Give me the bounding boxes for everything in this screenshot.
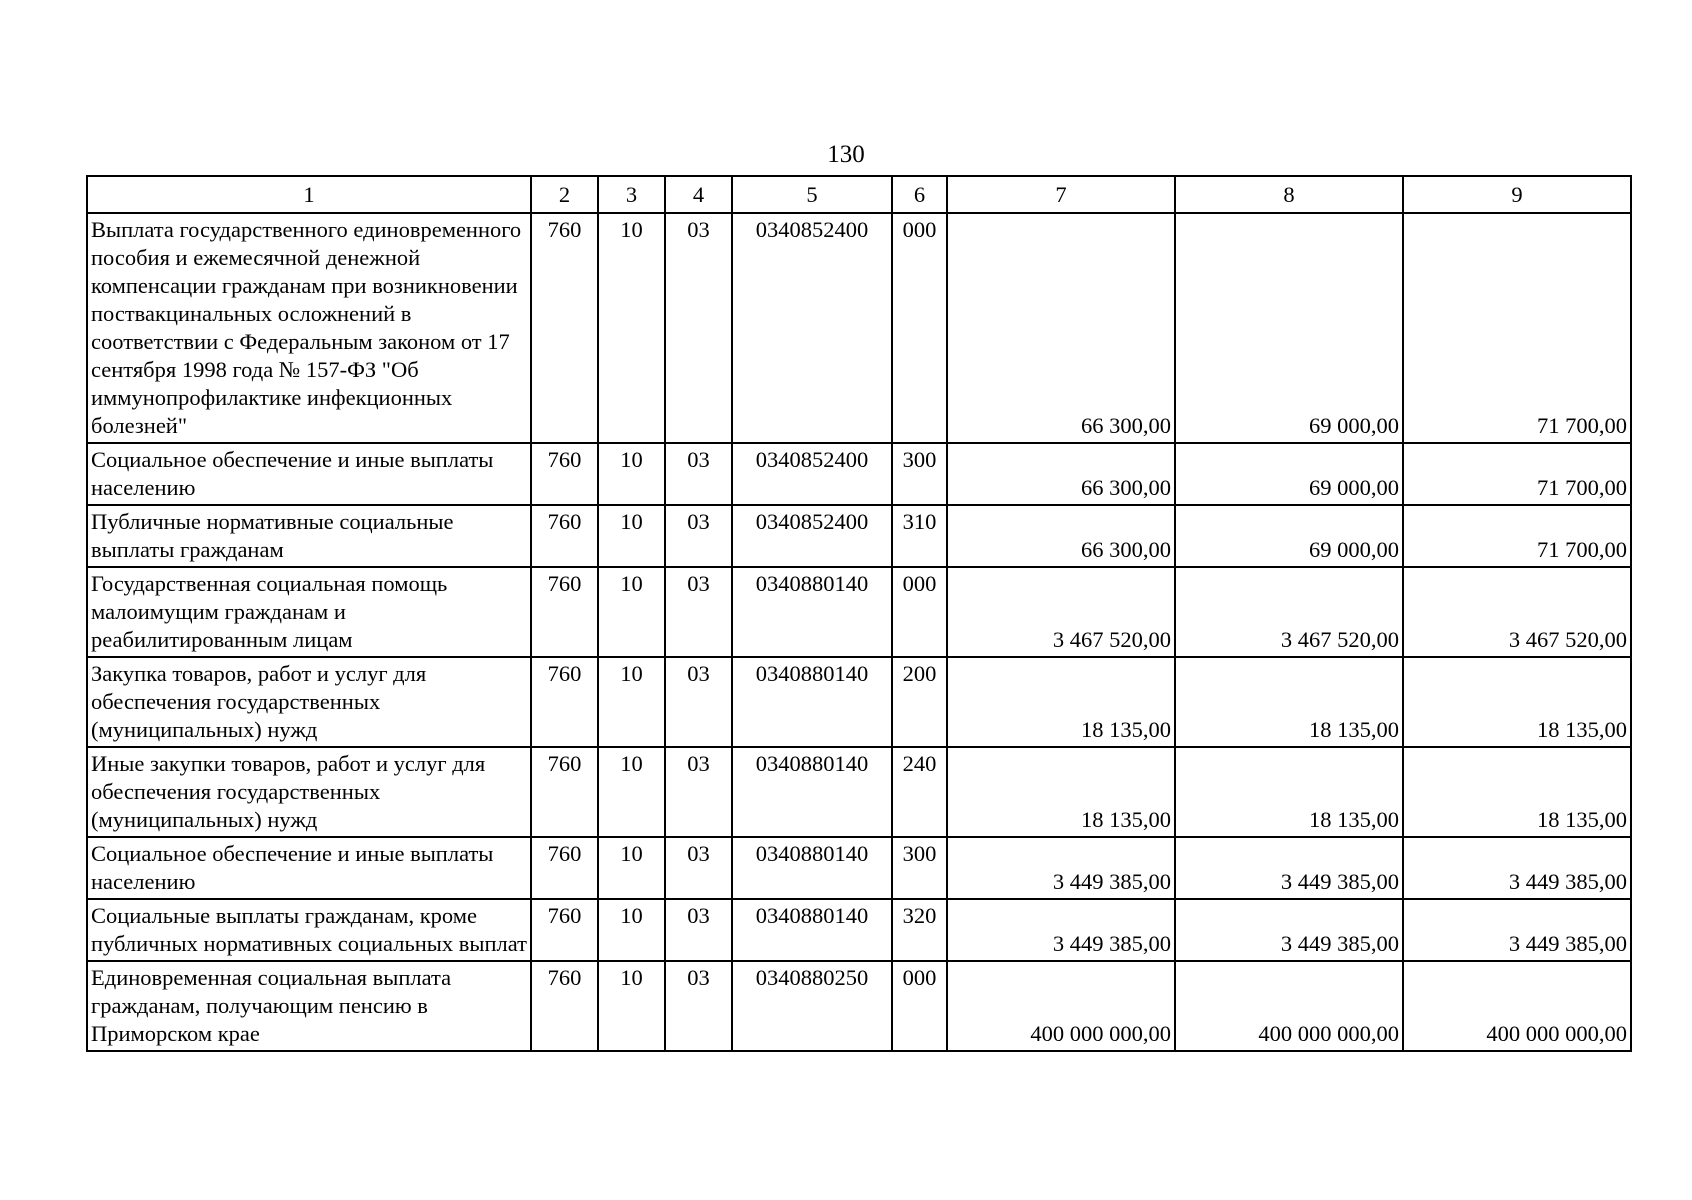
admin-code-cell: 760 <box>531 505 598 567</box>
target-article-cell: 0340880250 <box>732 961 892 1051</box>
amount-year3-cell: 18 135,00 <box>1403 747 1631 837</box>
amount-year2-cell: 18 135,00 <box>1175 657 1403 747</box>
table-row <box>87 837 1631 899</box>
target-article-cell: 0340852400 <box>732 443 892 505</box>
column-header: 4 <box>665 176 732 213</box>
table-row <box>87 657 1631 747</box>
expense-type-cell: 240 <box>892 747 947 837</box>
row-name-cell: Единовременная социальная выплата гражданам, получающим пенсию в Приморском крае <box>87 961 531 1051</box>
admin-code-cell: 760 <box>531 837 598 899</box>
table-row <box>87 899 1631 961</box>
budget-table <box>86 175 1632 1052</box>
subsection-cell: 03 <box>665 899 732 961</box>
table-header-row <box>87 176 1631 213</box>
expense-type-cell: 000 <box>892 961 947 1051</box>
target-article-cell: 0340880140 <box>732 567 892 657</box>
section-cell: 10 <box>598 747 665 837</box>
expense-type-cell: 000 <box>892 213 947 443</box>
row-name-cell: Государственная социальная помощь малоимущим гражданам и реабилитированным лицам <box>87 567 531 657</box>
section-cell: 10 <box>598 899 665 961</box>
amount-year2-cell: 18 135,00 <box>1175 747 1403 837</box>
subsection-cell: 03 <box>665 747 732 837</box>
subsection-cell: 03 <box>665 837 732 899</box>
section-cell: 10 <box>598 657 665 747</box>
amount-year1-cell: 3 449 385,00 <box>947 899 1175 961</box>
amount-year2-cell: 3 449 385,00 <box>1175 899 1403 961</box>
section-cell: 10 <box>598 505 665 567</box>
amount-year1-cell: 3 467 520,00 <box>947 567 1175 657</box>
amount-year3-cell: 18 135,00 <box>1403 657 1631 747</box>
admin-code-cell: 760 <box>531 657 598 747</box>
amount-year3-cell: 400 000 000,00 <box>1403 961 1631 1051</box>
column-header: 2 <box>531 176 598 213</box>
admin-code-cell: 760 <box>531 567 598 657</box>
row-name-cell: Публичные нормативные социальные выплаты гражданам <box>87 505 531 567</box>
amount-year3-cell: 71 700,00 <box>1403 443 1631 505</box>
section-cell: 10 <box>598 837 665 899</box>
amount-year1-cell: 66 300,00 <box>947 505 1175 567</box>
amount-year2-cell: 69 000,00 <box>1175 213 1403 443</box>
table-row <box>87 747 1631 837</box>
target-article-cell: 0340852400 <box>732 213 892 443</box>
expense-type-cell: 300 <box>892 837 947 899</box>
section-cell: 10 <box>598 443 665 505</box>
admin-code-cell: 760 <box>531 747 598 837</box>
subsection-cell: 03 <box>665 567 732 657</box>
column-header: 5 <box>732 176 892 213</box>
amount-year3-cell: 71 700,00 <box>1403 213 1631 443</box>
amount-year2-cell: 69 000,00 <box>1175 505 1403 567</box>
row-name-cell: Выплата государственного единовременного пособия и ежемесячной денежной компенсации гражданам при возникновении поствакцинальных осложнений в соответствии с Федеральным законом от 17 сентября 1998 года № 157-ФЗ "Об иммунопрофилактике инфекционных болезней" <box>87 213 531 443</box>
column-header: 6 <box>892 176 947 213</box>
expense-type-cell: 000 <box>892 567 947 657</box>
table-row <box>87 961 1631 1051</box>
page-number: 130 <box>827 141 865 168</box>
table-row <box>87 213 1631 443</box>
target-article-cell: 0340852400 <box>732 505 892 567</box>
target-article-cell: 0340880140 <box>732 657 892 747</box>
subsection-cell: 03 <box>665 213 732 443</box>
amount-year1-cell: 400 000 000,00 <box>947 961 1175 1051</box>
amount-year2-cell: 3 467 520,00 <box>1175 567 1403 657</box>
amount-year1-cell: 18 135,00 <box>947 657 1175 747</box>
table-row <box>87 443 1631 505</box>
row-name-cell: Социальное обеспечение и иные выплаты населению <box>87 443 531 505</box>
expense-type-cell: 320 <box>892 899 947 961</box>
column-header: 3 <box>598 176 665 213</box>
amount-year3-cell: 3 467 520,00 <box>1403 567 1631 657</box>
expense-type-cell: 300 <box>892 443 947 505</box>
admin-code-cell: 760 <box>531 213 598 443</box>
target-article-cell: 0340880140 <box>732 899 892 961</box>
table-row <box>87 567 1631 657</box>
expense-type-cell: 200 <box>892 657 947 747</box>
subsection-cell: 03 <box>665 961 732 1051</box>
row-name-cell: Социальные выплаты гражданам, кроме публичных нормативных социальных выплат <box>87 899 531 961</box>
admin-code-cell: 760 <box>531 899 598 961</box>
section-cell: 10 <box>598 961 665 1051</box>
column-header: 9 <box>1403 176 1631 213</box>
admin-code-cell: 760 <box>531 961 598 1051</box>
section-cell: 10 <box>598 213 665 443</box>
subsection-cell: 03 <box>665 443 732 505</box>
amount-year3-cell: 71 700,00 <box>1403 505 1631 567</box>
row-name-cell: Иные закупки товаров, работ и услуг для обеспечения государственных (муниципальных) нужд <box>87 747 531 837</box>
section-cell: 10 <box>598 567 665 657</box>
amount-year3-cell: 3 449 385,00 <box>1403 899 1631 961</box>
amount-year2-cell: 3 449 385,00 <box>1175 837 1403 899</box>
column-header: 1 <box>87 176 531 213</box>
amount-year1-cell: 3 449 385,00 <box>947 837 1175 899</box>
expense-type-cell: 310 <box>892 505 947 567</box>
subsection-cell: 03 <box>665 505 732 567</box>
subsection-cell: 03 <box>665 657 732 747</box>
column-header: 8 <box>1175 176 1403 213</box>
amount-year3-cell: 3 449 385,00 <box>1403 837 1631 899</box>
row-name-cell: Закупка товаров, работ и услуг для обеспечения государственных (муниципальных) нужд <box>87 657 531 747</box>
amount-year1-cell: 66 300,00 <box>947 213 1175 443</box>
admin-code-cell: 760 <box>531 443 598 505</box>
row-name-cell: Социальное обеспечение и иные выплаты населению <box>87 837 531 899</box>
target-article-cell: 0340880140 <box>732 747 892 837</box>
target-article-cell: 0340880140 <box>732 837 892 899</box>
amount-year1-cell: 66 300,00 <box>947 443 1175 505</box>
table-row <box>87 505 1631 567</box>
amount-year1-cell: 18 135,00 <box>947 747 1175 837</box>
amount-year2-cell: 69 000,00 <box>1175 443 1403 505</box>
amount-year2-cell: 400 000 000,00 <box>1175 961 1403 1051</box>
column-header: 7 <box>947 176 1175 213</box>
